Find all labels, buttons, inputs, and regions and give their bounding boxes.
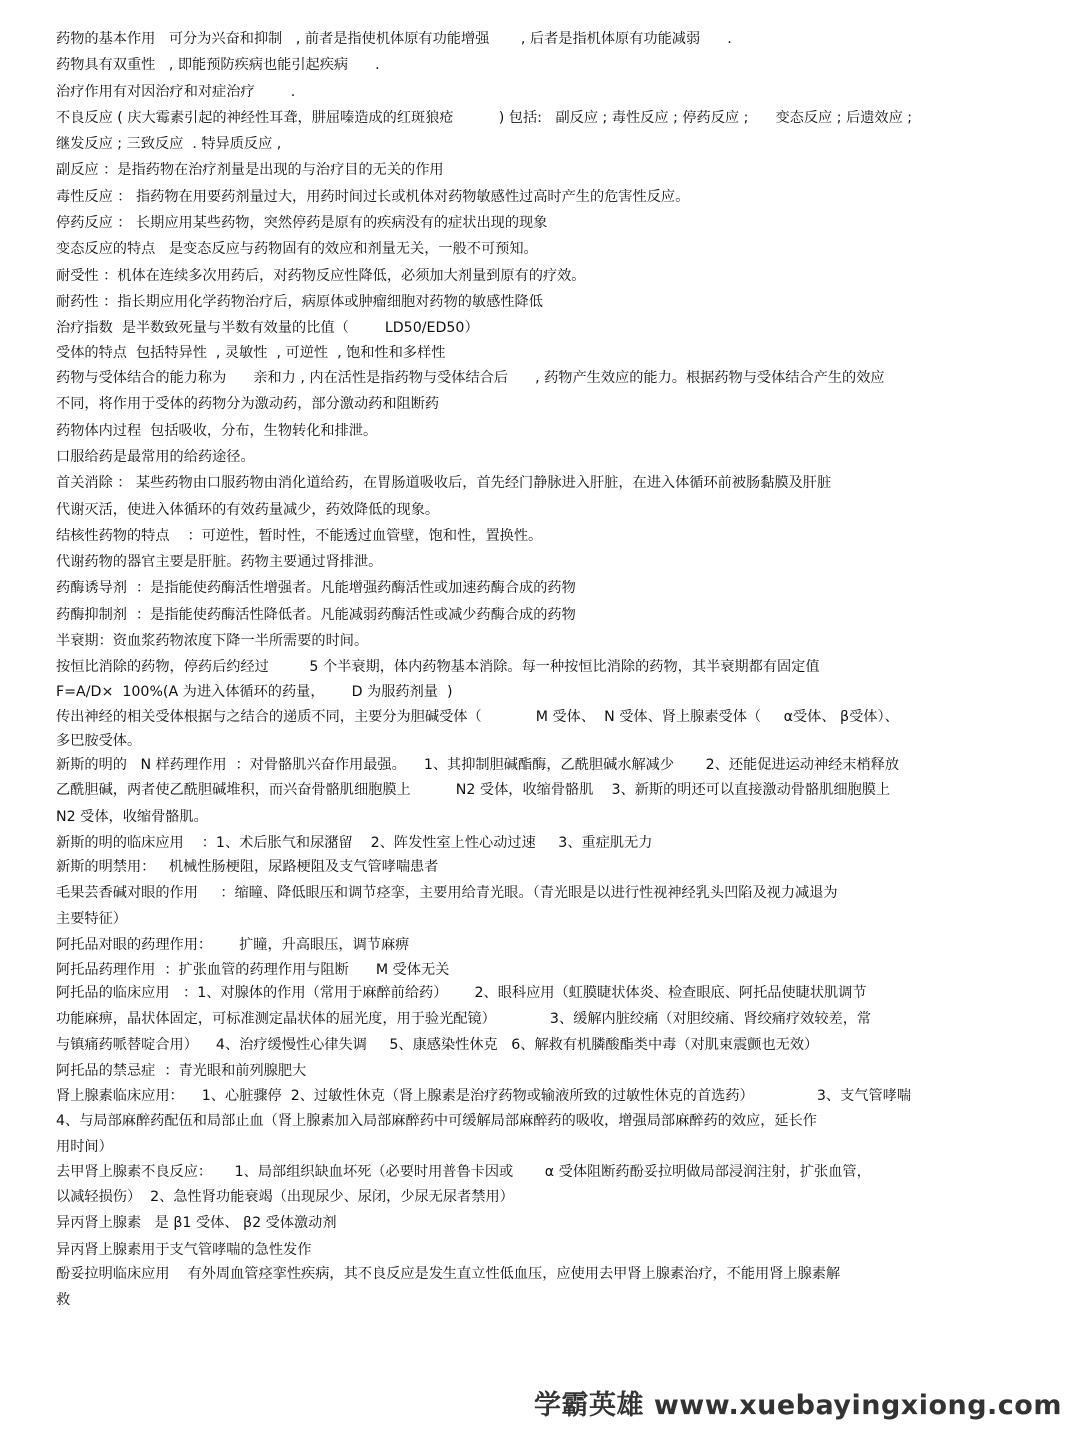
text-line: 4、与局部麻醉药配伍和局部止血（肾上腺素加入局部麻醉药中可缓解局部麻醉药的吸收，增强局部麻醉药的效应，延长作 [56,1113,817,1130]
text-line: 阿托品对眼的药理作用： 扩瞳，升高眼压，调节麻痹 [56,937,410,954]
text-line: 半衰期：资血浆药物浓度下降一半所需要的时间。 [56,633,369,650]
text-line: 新斯的明的 N 样药理作用 ：对骨骼肌兴奋作用最强。 1、其抑制胆碱酯酶，乙酰胆碱水解减少 2、还能促进运动神经末梢释放 [56,756,900,773]
text-line: 功能麻痹，晶状体固定，可标准测定晶状体的屈光度，用于验光配镜） 3、缓解内脏绞痛（对胆绞痛、肾绞痛疗效较差，常 [56,1010,872,1027]
text-line: 药物体内过程 包括吸收，分布，生物转化和排泄。 [56,422,378,439]
text-line: 口服给药是最常用的给药途径。 [56,448,255,465]
text-line: 肾上腺素临床应用： 1、心脏骤停 2、过敏性休克（肾上腺素是治疗药物或输液所致的过敏性休克的首选药） 3、支气管哮喘 [56,1087,912,1104]
text-line: 乙酰胆碱，两者使乙酰胆碱堆积，而兴奋骨骼肌细胞膜上 N2 受体，收缩骨骼肌 3、新斯的明还可以直接激动骨骼肌细胞膜上 [56,782,891,799]
text-line: 药酶抑制剂 ：是指能使药酶活性降低者。凡能减弱药酶活性或减少药酶合成的药物 [56,606,576,623]
text-line: 药物具有双重性 , 即能预防疾病也能引起疾病 . [56,57,380,74]
text-line: 耐受性 ：机体在连续多次用药后，对药物反应性降低，必须加大剂量到原有的疗效。 [56,267,586,284]
text-line: 不同，将作用于受体的药物分为激动药，部分激动药和阻断药 [56,396,440,413]
text-line: 代谢药物的器官主要是肝脏。药物主要通过肾排泄。 [56,554,383,571]
text-line: F=A/D× 100%(A 为进入体循环的药量， D 为服药剂量 ) [56,683,453,700]
text-line: 新斯的明的临床应用 ：1、术后胀气和尿潴留 2、阵发性室上性心动过速 3、重症肌无力 [56,835,653,852]
text-line: 药物与受体结合的能力称为 亲和力 , 内在活性是指药物与受体结合后 , 药物产生效应的能力。根据药物与受体结合产生的效应 [56,370,885,387]
text-line: 停药反应 ： 长期应用某些药物，突然停药是原有的疾病没有的症状出现的现象 [56,215,548,232]
text-line: 毒性反应 ： 指药物在用要药剂量过大，用药时间过长或机体对药物敏感性过高时产生的危害性反应。 [56,188,690,205]
text-line: 救 [56,1291,71,1308]
text-line: 阿托品的禁忌症 ：青光眼和前列腺肥大 [56,1063,307,1080]
text-line: 新斯的明禁用： 机械性肠梗阻，尿路梗阻及支气管哮喘患者 [56,859,439,876]
text-line: 药物的基本作用 可分为兴奋和抑制 , 前者是指使机体原有功能增强 , 后者是指机体原有功能减弱 . [56,31,732,47]
document-body [56,26,1031,1313]
text-line: 首关消除 ： 某些药物由口服药物由消化道给药，在胃肠道吸收后，首先经门静脉进入肝脏，在进入体循环前被肠黏膜及肝脏 [56,475,832,492]
text-line: 结核性药物的特点 ：可逆性，暂时性，不能透过血管壁，饱和性，置换性。 [56,527,543,544]
text-line: 变态反应的特点 是变态反应与药物固有的效应和剂量无关，一般不可预知。 [56,241,538,258]
text-line: 治疗指数 是半数致死量与半数有效量的比值（ LD50/ED50） [56,320,479,337]
text-line: 与镇痛药哌替啶合用） 4、治疗缓慢性心律失调 5、康感染性休克 6、解救有机膦酸酯类中毒（对肌束震颤也无效） [56,1037,819,1053]
text-line: 异丙肾上腺素 是 β1 受体、 β2 受体激动剂 [56,1215,337,1232]
text-line: 传出神经的相关受体根据与之结合的递质不同，主要分为胆碱受体（ M 受体、 N 受体、肾上腺素受体（ α受体、 β受体）、 [56,709,899,726]
text-line: 治疗作用有对因治疗和对症治疗 . [56,83,296,100]
text-line: 异丙肾上腺素用于支气管哮喘的急性发作 [56,1241,312,1258]
text-line: 阿托品药理作用 ：扩张血管的药理作用与阻断 M 受体无关 [56,961,450,978]
text-line: 副反应 ：是指药物在治疗剂量是出现的与治疗目的无关的作用 [56,162,444,179]
text-line: N2 受体，收缩骨骼肌。 [56,808,208,825]
text-line: 去甲肾上腺素不良反应： 1、局部组织缺血坏死（必要时用普鲁卡因或 α 受体阻断药酚妥拉明做局部浸润注射，扩张血管， [56,1163,871,1180]
text-line: 按恒比消除的药物，停药后约经过 5 个半衰期，体内药物基本消除。每一种按恒比消除的药物，其半衰期都有固定值 [56,659,820,676]
text-line: 用时间） [56,1139,113,1156]
text-line: 多巴胺受体。 [56,733,142,750]
text-line: 主要特征） [56,911,127,928]
text-line: 药酶诱导剂 ：是指能使药酶活性增强者。凡能增强药酶活性或加速药酶合成的药物 [56,580,576,597]
text-line: 继发反应 ; 三致反应 . 特异质反应 , [56,136,282,153]
text-line: 代谢灭活，使进入体循环的有效药量减少，药效降低的现象。 [56,501,440,518]
text-line: 阿托品的临床应用 ：1、对腺体的作用（常用于麻醉前给药） 2、眼科应用（虹膜睫状体炎、检查眼底、阿托品使睫状肌调节 [56,985,867,1002]
text-line: 酚妥拉明临床应用 有外周血管痉挛性疾病，其不良反应是发生直立性低血压，应使用去甲肾上腺素治疗，不能用肾上腺素解 [56,1266,841,1283]
text-line: 毛果芸香碱对眼的作用 ：缩瞳、降低眼压和调节痉挛，主要用给青光眼。（青光眼是以进行性视神经乳头凹陷及视力减退为 [56,884,838,901]
text-line: 以减轻损伤） 2、急性肾功能衰竭（出现尿少、尿闭，少尿无尿者禁用） [56,1189,514,1206]
text-line: 耐药性 ：指长期应用化学药物治疗后，病原体或肿瘤细胞对药物的敏感性降低 [56,293,543,310]
site-watermark: 学霸英雄 www.xuebayingxiong.com [533,1390,1062,1421]
text-line: 受体的特点 包括特异性 , 灵敏性 , 可逆性 , 饱和性和多样性 [56,344,446,361]
text-line: 不良反应 ( 庆大霉素引起的神经性耳聋，肼屈嗪造成的红斑狼疮 ) 包括: 副反应 ; 毒性反应 ; 停药反应 ; 变态反应 ; 后遗效应 ; [56,109,913,126]
